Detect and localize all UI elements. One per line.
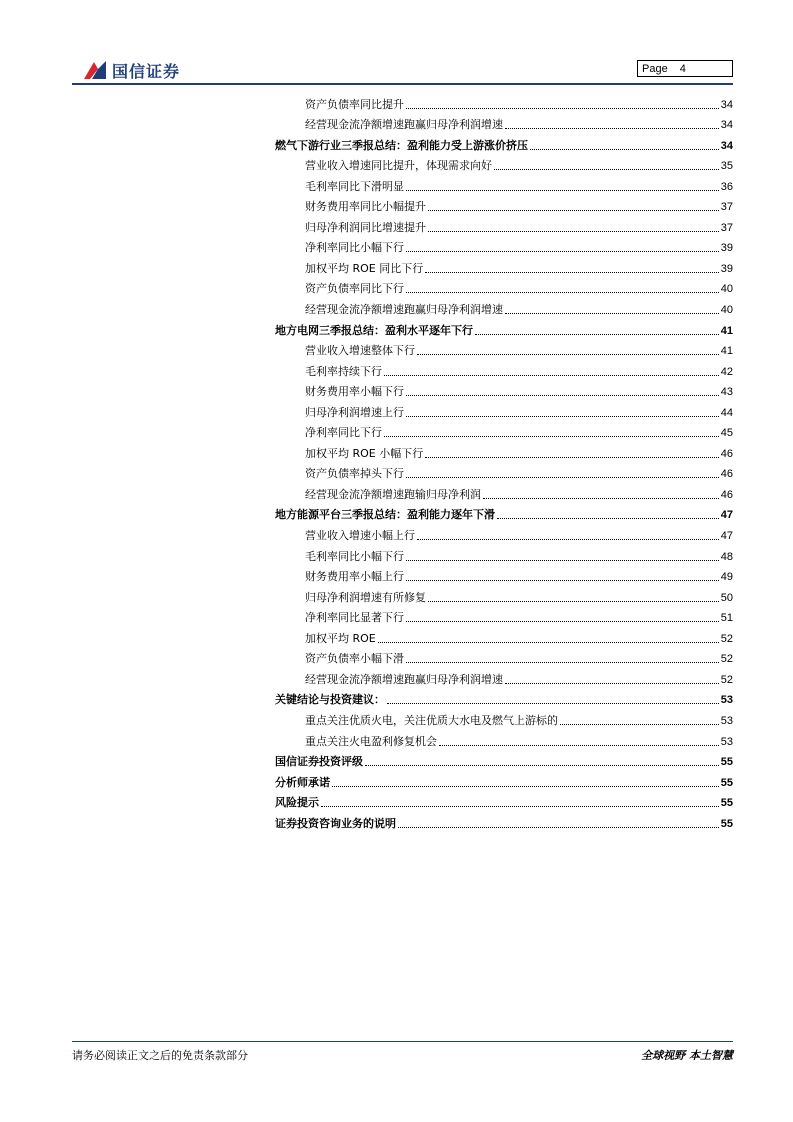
toc-section-entry[interactable] bbox=[275, 769, 733, 790]
toc-section-entry[interactable] bbox=[275, 317, 733, 338]
toc-entry-label: 净利率同比下行 bbox=[305, 426, 382, 440]
toc-entry-label: 财务费用率小幅下行 bbox=[305, 385, 404, 399]
toc-subsection-entry[interactable] bbox=[275, 153, 733, 174]
toc-dot-leader bbox=[560, 724, 719, 725]
toc-dot-leader bbox=[483, 498, 719, 499]
toc-section-entry[interactable] bbox=[275, 132, 733, 153]
toc-entry-page: 47 bbox=[720, 530, 733, 543]
toc-dot-leader bbox=[365, 765, 719, 766]
logo-text: 国信证券 bbox=[112, 61, 181, 81]
toc-dot-leader bbox=[406, 416, 719, 417]
toc-entry-page: 55 bbox=[720, 756, 733, 769]
toc-subsection-entry[interactable] bbox=[275, 399, 733, 420]
page-header bbox=[72, 54, 733, 84]
toc-entry-label: 营业收入增速同比提升，体现需求向好 bbox=[305, 159, 492, 173]
toc-entry-page: 55 bbox=[720, 797, 733, 810]
toc-subsection-entry[interactable] bbox=[275, 666, 733, 687]
toc-dot-leader bbox=[425, 272, 719, 273]
toc-subsection-entry[interactable] bbox=[275, 605, 733, 626]
toc-section-entry[interactable] bbox=[275, 749, 733, 770]
toc-entry-label: 关键结论与投资建议： bbox=[275, 693, 385, 707]
toc-entry-page: 47 bbox=[720, 509, 733, 522]
toc-dot-leader bbox=[406, 251, 719, 252]
company-logo bbox=[82, 58, 180, 82]
toc-subsection-entry[interactable] bbox=[275, 379, 733, 400]
toc-dot-leader bbox=[428, 231, 719, 232]
toc-entry-page: 46 bbox=[720, 468, 733, 481]
table-of-contents bbox=[275, 91, 733, 831]
toc-subsection-entry[interactable] bbox=[275, 173, 733, 194]
toc-dot-leader bbox=[428, 210, 719, 211]
toc-dot-leader bbox=[475, 334, 719, 335]
toc-entry-page: 50 bbox=[720, 591, 733, 604]
toc-entry-label: 资产负债率同比提升 bbox=[305, 97, 404, 111]
toc-entry-label: 营业收入增速整体下行 bbox=[305, 344, 415, 358]
toc-entry-label: 毛利率持续下行 bbox=[305, 364, 382, 378]
toc-entry-label: 毛利率同比小幅下行 bbox=[305, 549, 404, 563]
toc-dot-leader bbox=[530, 149, 719, 150]
toc-entry-page: 52 bbox=[720, 653, 733, 666]
toc-dot-leader bbox=[321, 806, 719, 807]
toc-subsection-entry[interactable] bbox=[275, 112, 733, 133]
toc-entry-label: 风险提示 bbox=[275, 796, 319, 810]
toc-entry-label: 营业收入增速小幅上行 bbox=[305, 529, 415, 543]
toc-dot-leader bbox=[406, 477, 719, 478]
toc-entry-page: 39 bbox=[720, 262, 733, 275]
toc-entry-page: 53 bbox=[720, 714, 733, 727]
toc-entry-label: 加权平均 ROE 同比下行 bbox=[305, 261, 424, 275]
toc-entry-label: 地方能源平台三季报总结：盈利能力逐年下滑 bbox=[275, 508, 495, 522]
logo-mark-icon bbox=[82, 59, 108, 81]
toc-entry-page: 45 bbox=[720, 427, 733, 440]
toc-dot-leader bbox=[428, 601, 719, 602]
toc-subsection-entry[interactable] bbox=[275, 358, 733, 379]
toc-entry-label: 经营现金流净额增速跑输归母净利润 bbox=[305, 487, 481, 501]
toc-section-entry[interactable] bbox=[275, 687, 733, 708]
toc-entry-label: 经营现金流净额增速跑赢归母净利润增速 bbox=[305, 672, 503, 686]
toc-entry-page: 49 bbox=[720, 571, 733, 584]
footer-divider bbox=[72, 1041, 733, 1042]
toc-dot-leader bbox=[505, 313, 719, 314]
header-divider bbox=[72, 83, 733, 85]
page-number: 4 bbox=[679, 63, 686, 75]
toc-entry-page: 36 bbox=[720, 180, 733, 193]
toc-entry-page: 40 bbox=[720, 304, 733, 317]
toc-dot-leader bbox=[406, 108, 719, 109]
toc-entry-label: 加权平均 ROE 小幅下行 bbox=[305, 446, 424, 460]
toc-entry-label: 加权平均 ROE bbox=[305, 631, 376, 645]
toc-dot-leader bbox=[387, 703, 719, 704]
toc-dot-leader bbox=[406, 560, 719, 561]
toc-subsection-entry[interactable] bbox=[275, 584, 733, 605]
toc-entry-page: 34 bbox=[720, 98, 733, 111]
toc-subsection-entry[interactable] bbox=[275, 440, 733, 461]
toc-subsection-entry[interactable] bbox=[275, 646, 733, 667]
toc-dot-leader bbox=[406, 580, 719, 581]
toc-dot-leader bbox=[417, 539, 719, 540]
toc-entry-label: 经营现金流净额增速跑赢归母净利润增速 bbox=[305, 118, 503, 132]
toc-entry-page: 51 bbox=[720, 612, 733, 625]
toc-dot-leader bbox=[425, 457, 719, 458]
toc-entry-page: 48 bbox=[720, 550, 733, 563]
toc-dot-leader bbox=[494, 169, 719, 170]
toc-entry-page: 37 bbox=[720, 221, 733, 234]
toc-entry-page: 37 bbox=[720, 201, 733, 214]
toc-subsection-entry[interactable] bbox=[275, 543, 733, 564]
toc-subsection-entry[interactable] bbox=[275, 255, 733, 276]
toc-subsection-entry[interactable] bbox=[275, 296, 733, 317]
page-indicator bbox=[637, 60, 733, 77]
toc-subsection-entry[interactable] bbox=[275, 728, 733, 749]
toc-entry-page: 55 bbox=[720, 776, 733, 789]
toc-subsection-entry[interactable] bbox=[275, 420, 733, 441]
toc-section-entry[interactable] bbox=[275, 502, 733, 523]
toc-entry-label: 毛利率同比下滑明显 bbox=[305, 179, 404, 193]
toc-dot-leader bbox=[384, 436, 719, 437]
toc-entry-label: 重点关注火电盈利修复机会 bbox=[305, 734, 437, 748]
toc-subsection-entry[interactable] bbox=[275, 461, 733, 482]
toc-entry-label: 证券投资咨询业务的说明 bbox=[275, 816, 396, 830]
toc-dot-leader bbox=[384, 375, 719, 376]
toc-section-entry[interactable] bbox=[275, 790, 733, 811]
toc-entry-page: 52 bbox=[720, 632, 733, 645]
toc-entry-label: 财务费用率同比小幅提升 bbox=[305, 200, 426, 214]
toc-subsection-entry[interactable] bbox=[275, 625, 733, 646]
toc-entry-page: 43 bbox=[720, 386, 733, 399]
toc-entry-label: 重点关注优质火电，关注优质大水电及燃气上游标的 bbox=[305, 713, 558, 727]
toc-entry-page: 53 bbox=[720, 735, 733, 748]
toc-dot-leader bbox=[417, 354, 719, 355]
toc-entry-page: 34 bbox=[720, 119, 733, 132]
toc-entry-page: 35 bbox=[720, 160, 733, 173]
toc-entry-label: 净利率同比显著下行 bbox=[305, 611, 404, 625]
toc-entry-label: 资产负债率小幅下滑 bbox=[305, 652, 404, 666]
toc-subsection-entry[interactable] bbox=[275, 522, 733, 543]
toc-entry-label: 经营现金流净额增速跑赢归母净利润增速 bbox=[305, 303, 503, 317]
toc-entry-label: 国信证券投资评级 bbox=[275, 755, 363, 769]
toc-entry-label: 分析师承诺 bbox=[275, 775, 330, 789]
toc-entry-label: 财务费用率小幅上行 bbox=[305, 570, 404, 584]
toc-dot-leader bbox=[505, 683, 719, 684]
page-label: Page bbox=[642, 63, 668, 75]
footer-slogan: 全球视野 本土智慧 bbox=[641, 1049, 733, 1062]
toc-section-entry[interactable] bbox=[275, 810, 733, 831]
toc-entry-page: 52 bbox=[720, 673, 733, 686]
toc-entry-page: 41 bbox=[720, 324, 733, 337]
toc-entry-label: 净利率同比小幅下行 bbox=[305, 241, 404, 255]
toc-entry-page: 41 bbox=[720, 345, 733, 358]
toc-subsection-entry[interactable] bbox=[275, 707, 733, 728]
footer-disclaimer: 请务必阅读正文之后的免责条款部分 bbox=[72, 1049, 248, 1062]
toc-entry-page: 40 bbox=[720, 283, 733, 296]
toc-subsection-entry[interactable] bbox=[275, 214, 733, 235]
toc-entry-page: 42 bbox=[720, 365, 733, 378]
toc-dot-leader bbox=[406, 621, 719, 622]
toc-subsection-entry[interactable] bbox=[275, 91, 733, 112]
toc-entry-label: 归母净利润增速上行 bbox=[305, 405, 404, 419]
toc-dot-leader bbox=[378, 642, 719, 643]
toc-subsection-entry[interactable] bbox=[275, 194, 733, 215]
toc-subsection-entry[interactable] bbox=[275, 276, 733, 297]
toc-subsection-entry[interactable] bbox=[275, 235, 733, 256]
toc-entry-page: 53 bbox=[720, 694, 733, 707]
toc-entry-label: 燃气下游行业三季报总结：盈利能力受上游涨价挤压 bbox=[275, 138, 528, 152]
toc-subsection-entry[interactable] bbox=[275, 564, 733, 585]
toc-entry-page: 44 bbox=[720, 406, 733, 419]
toc-dot-leader bbox=[497, 518, 719, 519]
toc-entry-page: 34 bbox=[720, 139, 733, 152]
toc-dot-leader bbox=[406, 662, 719, 663]
toc-entry-label: 资产负债率同比下行 bbox=[305, 282, 404, 296]
toc-entry-label: 资产负债率掉头下行 bbox=[305, 467, 404, 481]
toc-entry-page: 39 bbox=[720, 242, 733, 255]
toc-entry-label: 归母净利润同比增速提升 bbox=[305, 220, 426, 234]
toc-entry-label: 归母净利润增速有所修复 bbox=[305, 590, 426, 604]
toc-entry-page: 55 bbox=[720, 817, 733, 830]
toc-dot-leader bbox=[406, 292, 719, 293]
toc-subsection-entry[interactable] bbox=[275, 338, 733, 359]
toc-dot-leader bbox=[398, 827, 719, 828]
toc-dot-leader bbox=[332, 786, 719, 787]
toc-subsection-entry[interactable] bbox=[275, 481, 733, 502]
toc-entry-label: 地方电网三季报总结：盈利水平逐年下行 bbox=[275, 323, 473, 337]
toc-dot-leader bbox=[439, 745, 719, 746]
toc-entry-page: 46 bbox=[720, 447, 733, 460]
toc-dot-leader bbox=[406, 190, 719, 191]
toc-dot-leader bbox=[406, 395, 719, 396]
toc-dot-leader bbox=[505, 128, 719, 129]
toc-entry-page: 46 bbox=[720, 488, 733, 501]
